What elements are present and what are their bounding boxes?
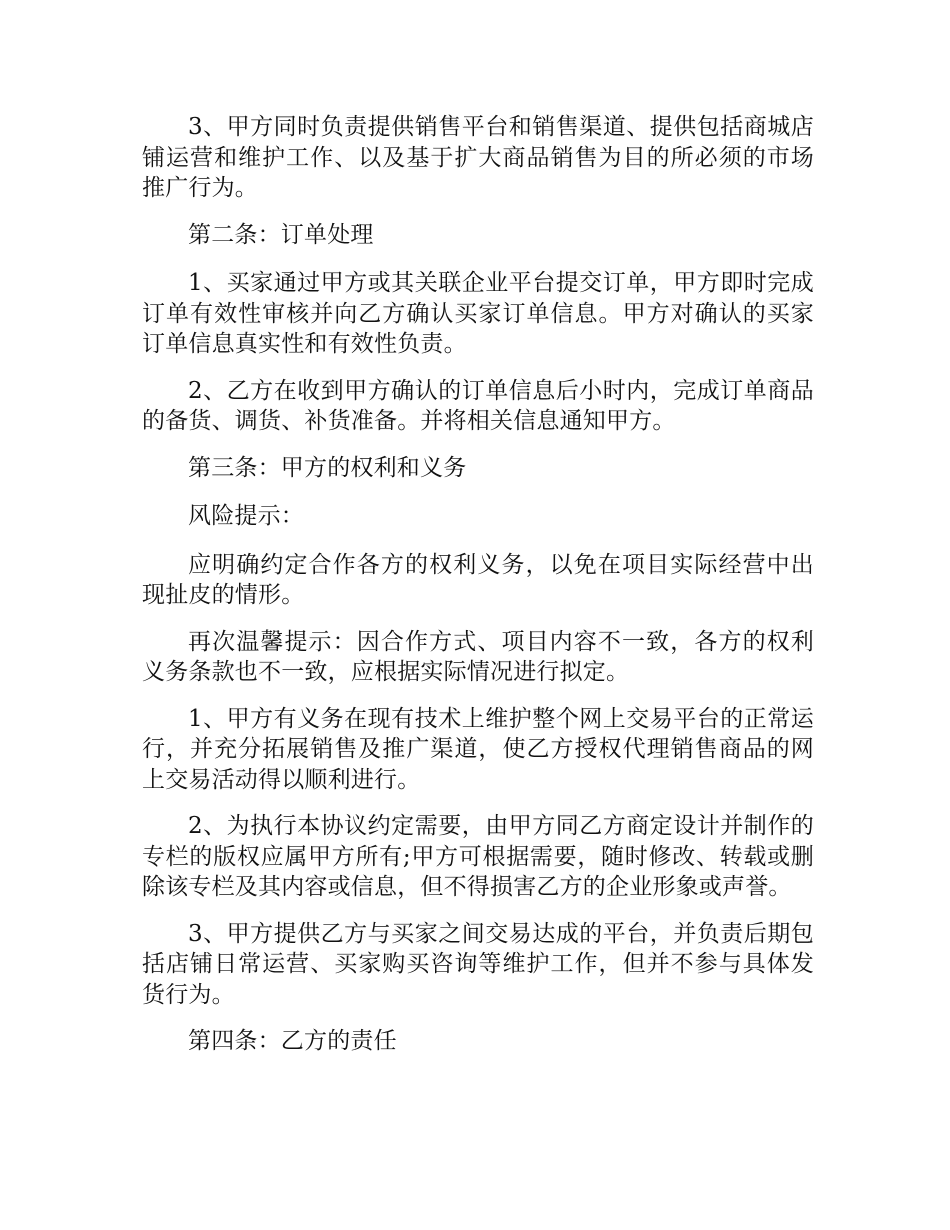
article-3-heading: 第三条：甲方的权利和义务 [188, 454, 467, 481]
paragraph-clause-2-2: 2、乙方在收到甲方确认的订单信息后小时内，完成订单商品的备货、调货、补货准备。并将相关信息通知甲方。 [142, 377, 814, 434]
paragraph-clause-3-2: 2、为执行本协议约定需要，由甲方同乙方商定设计并制作的专栏的版权应属甲方所有;甲方可根据需要，随时修改、转载或删除该专栏及其内容或信息，但不得损害乙方的企业形象或声誉。 [142, 813, 814, 900]
paragraph-clause-3-1: 1、甲方有义务在现有技术上维护整个网上交易平台的正常运行，并充分拓展销售及推广渠道，使乙方授权代理销售商品的网上交易活动得以顺利进行。 [142, 705, 814, 793]
paragraph-clause-1-3: 3、甲方同时负责提供销售平台和销售渠道、提供包括商城店铺运营和维护工作、以及基于扩大商品销售为目的所必须的市场推广行为。 [142, 114, 814, 201]
paragraph-clause-2-1: 1、买家通过甲方或其关联企业平台提交订单，甲方即时完成订单有效性审核并向乙方确认买家订单信息。甲方对确认的买家订单信息真实性和有效性负责。 [142, 270, 814, 357]
risk-notice-heading: 风险提示： [188, 503, 304, 529]
article-4-heading: 第四条：乙方的责任 [188, 1028, 397, 1054]
risk-notice-text: 应明确约定合作各方的权利义务，以免在项目实际经营中出现扯皮的情形。 [142, 551, 814, 608]
paragraph-clause-3-3: 3、甲方提供乙方与买家之间交易达成的平台，并负责后期包括店铺日常运营、买家购买咨询等维护工作，但并不参与具体发货行为。 [142, 920, 814, 1008]
document-page [142, 112, 814, 1075]
reminder-text: 再次温馨提示：因合作方式、项目内容不一致，各方的权利义务条款也不一致，应根据实际情况进行拟定。 [142, 628, 814, 685]
article-2-heading: 第二条：订单处理 [188, 221, 374, 248]
